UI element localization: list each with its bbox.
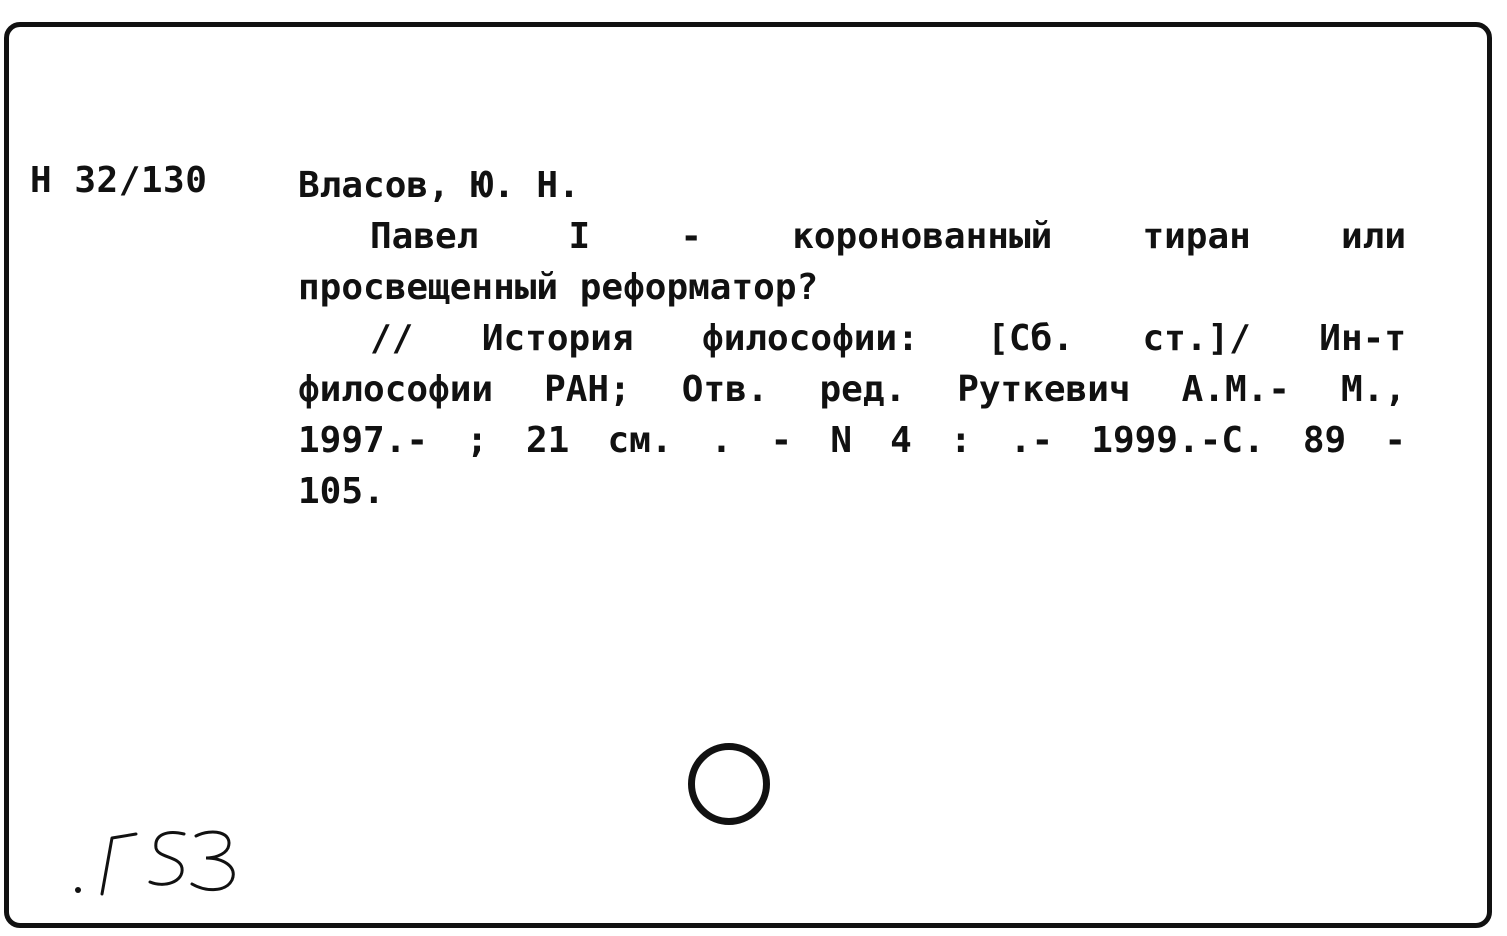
source-line-4: 105. (298, 471, 385, 512)
title-line-1: Павел I - коронованный тиран или (370, 216, 1406, 257)
source-line-3: 1997.- ; 21 см. . - N 4 : .- 1999.-С. 89 - (298, 420, 1406, 461)
author: Власов, Ю. Н. (298, 165, 580, 206)
title-line-2: просвещенный реформатор? (298, 267, 819, 308)
source-line-1: // История философии: [Сб. ст.]/ Ин-т (370, 318, 1406, 359)
shelfmark: Н 32/130 (30, 160, 208, 201)
bibliographic-entry (298, 160, 1406, 517)
punch-hole (688, 743, 770, 825)
source-line-2: философии РАН; Отв. ред. Руткевич А.М.- М., (298, 369, 1406, 410)
handwritten-note (72, 822, 252, 902)
